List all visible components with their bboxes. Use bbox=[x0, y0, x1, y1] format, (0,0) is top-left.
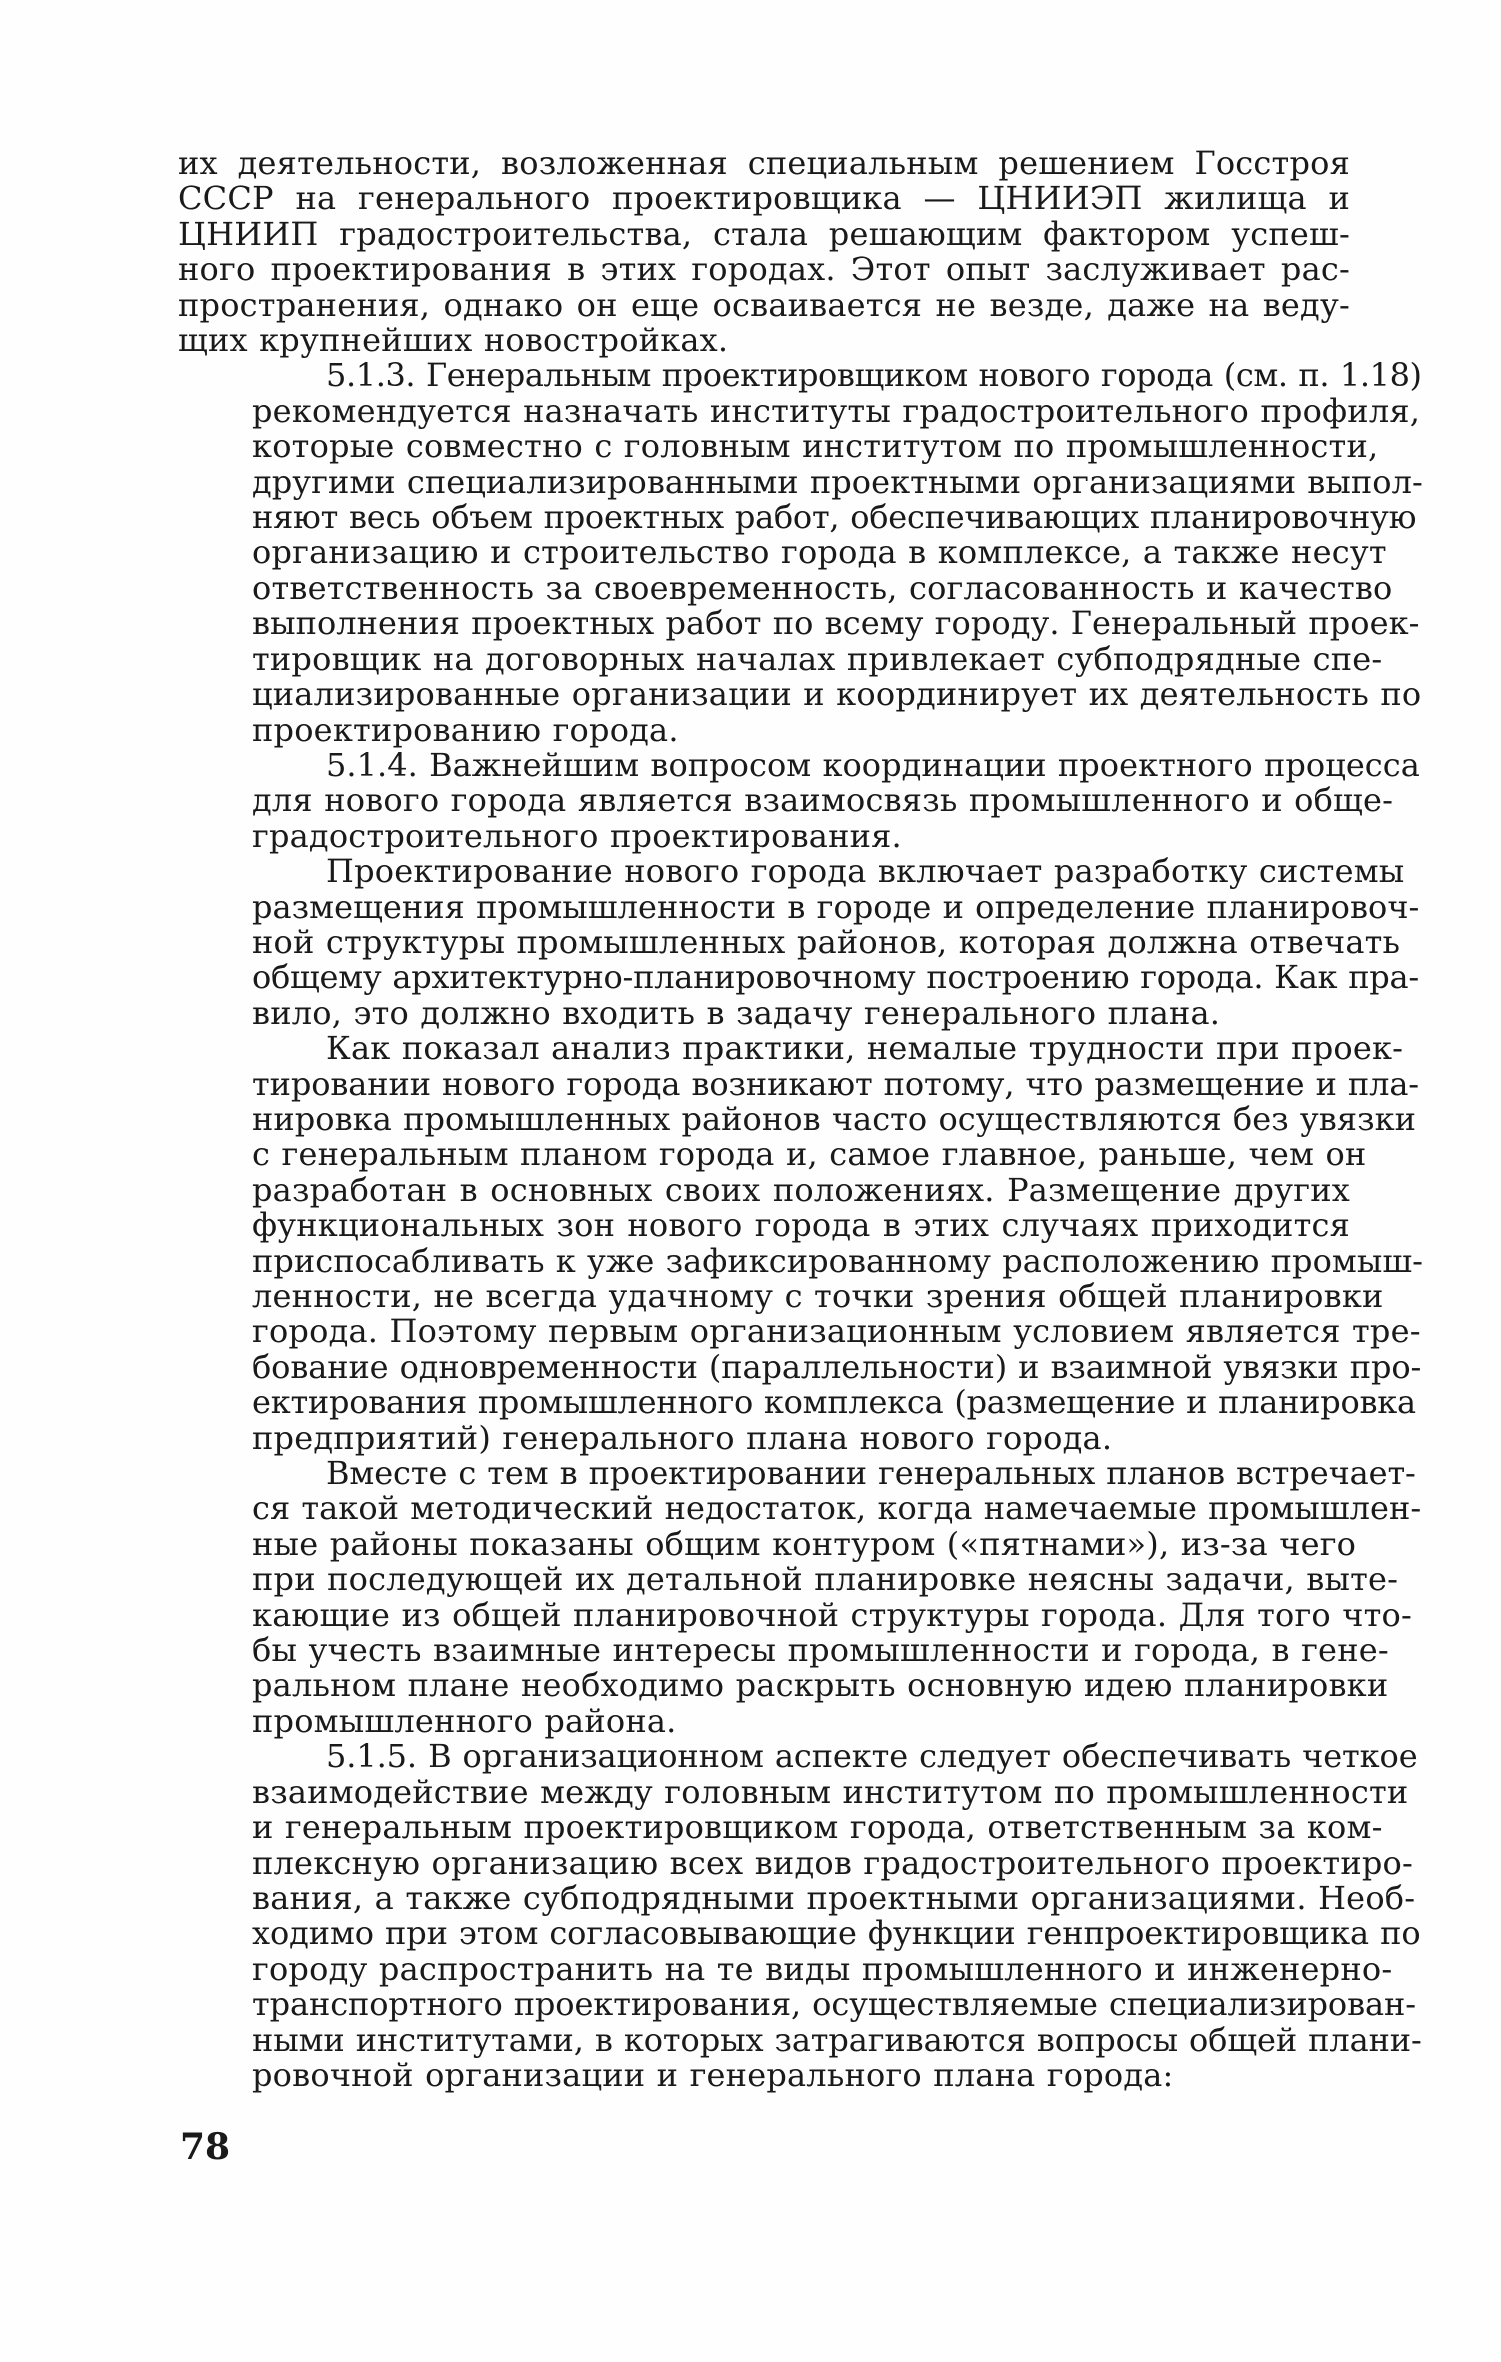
text-line: нировка промышленных районов часто осуществляются без увязки bbox=[252, 1099, 1417, 1138]
text-line: транспортного проектирования, осуществляемые специализирован- bbox=[252, 1985, 1416, 2024]
text-line: бы учесть взаимные интересы промышленности и города, в гене- bbox=[252, 1631, 1389, 1670]
text-line: градостроительного проектирования. bbox=[252, 816, 902, 855]
text-line: вания, а также субподрядными проектными организациями. Необ- bbox=[252, 1878, 1416, 1917]
text-line: для нового города является взаимосвязь промышленного и обще- bbox=[252, 781, 1394, 820]
paragraph bbox=[178, 146, 1350, 358]
text-line: 5.1.4. Важнейшим вопросом координации проектного процесса bbox=[326, 745, 1420, 784]
text-line: ровочной организации и генерального плана города: bbox=[252, 2055, 1174, 2094]
paragraph bbox=[178, 1737, 1422, 2094]
text-line: пространения, однако он еще осваивается не везде, даже на веду- bbox=[178, 285, 1350, 324]
text-line: ЦНИИП градостроительства, стала решающим фактором успеш- bbox=[178, 214, 1350, 253]
paragraph bbox=[178, 1029, 1424, 1457]
text-line: кающие из общей планировочной структуры города. Для того что- bbox=[252, 1595, 1412, 1634]
text-line: размещения промышленности в городе и определение планировоч- bbox=[252, 887, 1420, 926]
paragraph bbox=[178, 1454, 1422, 1740]
text-line: другими специализированными проектными организациями выпол- bbox=[252, 462, 1423, 501]
text-line: 5.1.5. В организационном аспекте следует обеспечивать четкое bbox=[326, 1737, 1418, 1776]
text-line: ответственность за своевременность, согласованность и качество bbox=[252, 568, 1393, 607]
text-line: вило, это должно входить в задачу генерального плана. bbox=[252, 993, 1221, 1032]
text-line: Вместе с тем в проектировании генеральных планов встречает- bbox=[326, 1454, 1416, 1493]
text-line: функциональных зон нового города в этих случаях приходится bbox=[252, 1206, 1350, 1245]
text-line: разработан в основных своих положениях. Размещение других bbox=[252, 1170, 1350, 1209]
page-number: 78 bbox=[180, 2126, 231, 2168]
text-line: Как показал анализ практики, немалые трудности при проек- bbox=[326, 1029, 1404, 1068]
text-line: ные районы показаны общим контуром («пятнами»), из-за чего bbox=[252, 1524, 1357, 1563]
text-line: циализированные организации и координирует их деятельность по bbox=[252, 675, 1422, 714]
text-line: предприятий) генерального плана нового города. bbox=[252, 1418, 1113, 1457]
paragraph bbox=[178, 356, 1423, 749]
text-line: проектированию города. bbox=[252, 710, 679, 749]
text-line: ходимо при этом согласовывающие функции генпроектировщика по bbox=[252, 1914, 1421, 1953]
text-line: ными институтами, в которых затрагиваются вопросы общей плани- bbox=[252, 2020, 1422, 2059]
text-line: ральном плане необходимо раскрыть основную идею планировки bbox=[252, 1666, 1389, 1705]
text-line: городу распространить на те виды промышленного и инженерно- bbox=[252, 1949, 1393, 1988]
text-line: ной структуры промышленных районов, которая должна отвечать bbox=[252, 922, 1401, 961]
text-line: и генеральным проектировщиком города, ответственным за ком- bbox=[252, 1808, 1383, 1847]
text-line: выполнения проектных работ по всему городу. Генеральный проек- bbox=[252, 604, 1420, 643]
text-line: их деятельности, возложенная специальным решением Госстроя bbox=[178, 144, 1350, 182]
body-text bbox=[178, 144, 1424, 2094]
text-line: 5.1.3. Генеральным проектировщиком нового города (см. п. 1.18) bbox=[326, 356, 1422, 395]
text-line: тировщик на договорных началах привлекает субподрядные спе- bbox=[252, 639, 1383, 678]
text-line: щих крупнейших новостройках. bbox=[178, 321, 729, 360]
text-line: няют весь объем проектных работ, обеспечивающих планировочную bbox=[252, 498, 1417, 537]
text-line: при последующей их детальной планировке неясны задачи, выте- bbox=[252, 1560, 1399, 1599]
text-line: рекомендуется назначать институты градостроительного профиля, bbox=[252, 391, 1421, 430]
text-line: ленности, не всегда удачному с точки зрения общей планировки bbox=[252, 1277, 1384, 1315]
text-line: общему архитектурно-планировочному построению города. Как пра- bbox=[252, 958, 1419, 997]
text-line: тировании нового города возникают потому, что размещение и пла- bbox=[252, 1064, 1420, 1103]
text-line: с генеральным планом города и, самое главное, раньше, чем он bbox=[252, 1135, 1367, 1174]
text-line: Проектирование нового города включает разработку системы bbox=[326, 852, 1405, 891]
text-line: которые совместно с головным институтом по промышленности, bbox=[252, 427, 1379, 466]
text-line: промышленного района. bbox=[252, 1701, 677, 1740]
text-line: взаимодействие между головным институтом по промышленности bbox=[252, 1772, 1409, 1811]
paragraph bbox=[178, 852, 1420, 1032]
text-line: ного проектирования в этих городах. Этот опыт заслуживает рас- bbox=[178, 250, 1350, 289]
text-line: СССР на генерального проектировщика — ЦНИИЭП жилища и bbox=[178, 179, 1350, 218]
text-line: приспосабливать к уже зафиксированному расположению промыш- bbox=[252, 1241, 1424, 1280]
text-line: ектирования промышленного комплекса (размещение и планировка bbox=[252, 1383, 1416, 1422]
text-line: ся такой методический недостаток, когда намечаемые промышлен- bbox=[252, 1489, 1422, 1528]
text-line: города. Поэтому первым организационным условием является тре- bbox=[252, 1312, 1421, 1351]
text-line: бование одновременности (параллельности) и взаимной увязки про- bbox=[252, 1347, 1422, 1386]
text-line: плексную организацию всех видов градостроительного проектиро- bbox=[252, 1843, 1414, 1882]
text-line: организацию и строительство города в комплексе, а также несут bbox=[252, 533, 1387, 572]
paragraph bbox=[178, 745, 1420, 855]
